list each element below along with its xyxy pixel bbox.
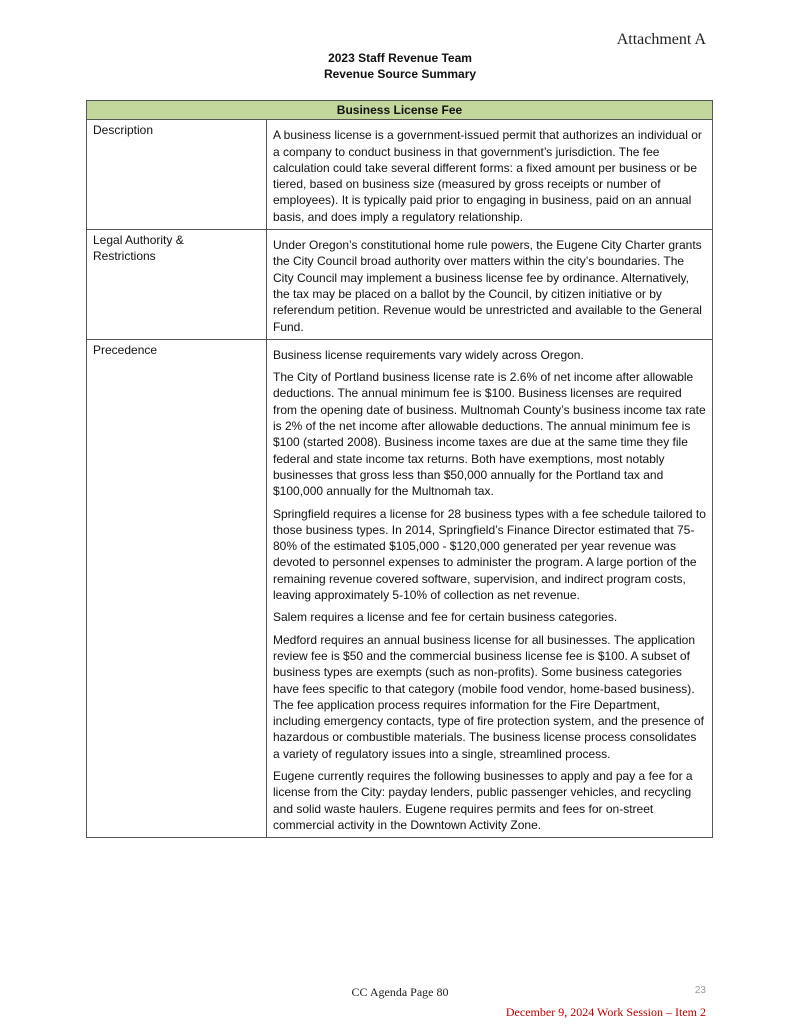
precedence-paragraph-overview: Business license requirements vary widely across Oregon. — [273, 347, 584, 362]
revenue-summary-table — [86, 100, 713, 838]
legal-authority-label-line-1: Legal Authority & — [93, 233, 184, 248]
precedence-paragraph-springfield: Springfield requires a license for 28 business types with a fee schedule tailored to those business types. In 2014, Springfield’s Finance Director estimated that 75-80% of the estimated $105,000 - $120,000 generated per year revenue was devoted to personnel expenses to administer the program. A large portion of the remaining revenue covered software, supervision, and indirect program costs, leaving approximately 5-10% of collection as net revenue. — [273, 506, 706, 603]
precedence-row — [87, 339, 713, 837]
precedence-label: Precedence — [87, 339, 267, 837]
table-heading-row — [87, 101, 713, 120]
page-number: 23 — [694, 985, 706, 996]
description-label: Description — [87, 120, 267, 230]
legal-authority-label — [87, 230, 267, 340]
precedence-paragraph-medford: Medford requires an annual business license for all businesses. The application review fee is $50 and the commercial business license fee is $100. A subset of business types are exempts (such as non-profits). Some business categories have fees specific to that category (mobile food vendor, home-based business). The fee application process requires information for the Fire Department, including emergency contacts, type of fire protection system, and the presence of hazardous or combustible materials. The business license process consolidates a variety of regulatory issues into a single, streamlined process. — [273, 632, 704, 761]
legal-authority-row — [87, 230, 713, 340]
precedence-paragraph-eugene: Eugene currently requires the following businesses to apply and pay a fee for a license from the City: payday lenders, public passenger vehicles, and recycling and solid waste haulers. Eugene requires permits and fees for on-street commercial activity in the Downtown Activity Zone. — [273, 768, 693, 832]
legal-authority-text: Under Oregon’s constitutional home rule powers, the Eugene City Charter grants the City Council broad authority over matters within the city’s boundaries. The City Council may implement a business license fee by ordinance. Alternatively, the tax may be placed on a ballot by the Council, by citizen initiative or by referendum petition. Revenue would be unrestricted and available to the General Fund. — [267, 230, 713, 340]
table-heading: Business License Fee — [87, 101, 713, 120]
description-text: A business license is a government-issued permit that authorizes an individual or a company to conduct business in that government’s jurisdiction. The fee calculation could take several different forms: a fixed amount per business or be tiered, based on business size (measured by gross receipts or number of employees). It is typically paid prior to engaging in business, paid on an annual basis, and does imply a regulatory relationship. — [267, 120, 713, 230]
title-line-2: Revenue Source Summary — [323, 67, 477, 81]
precedence-text — [267, 339, 713, 837]
title-line-1: 2023 Staff Revenue Team — [328, 51, 472, 65]
precedence-paragraph-salem: Salem requires a license and fee for certain business categories. — [273, 610, 618, 625]
description-row — [87, 120, 713, 230]
attachment-label: Attachment A — [616, 31, 706, 48]
work-session-label: December 9, 2024 Work Session – Item 2 — [505, 1005, 706, 1019]
legal-authority-label-line-2: Restrictions — [93, 249, 156, 264]
document-title — [0, 50, 800, 82]
precedence-paragraph-portland: The City of Portland business license rate is 2.6% of net income after allowable deductions. The annual minimum fee is $100. Business licenses are required from the opening date of business. Multnomah County’s business income tax rate is 2% of the net income after allowable deductions. The annual minimum fee is $100 (started 2008). Business income taxes are due at the same time they file federal and state income tax returns. Both have exemptions, most notably businesses that gross less than $50,000 annually for the Portland tax and $100,000 annually for the Multnomah tax. — [273, 370, 706, 499]
agenda-page-label: CC Agenda Page 80 — [351, 985, 449, 999]
